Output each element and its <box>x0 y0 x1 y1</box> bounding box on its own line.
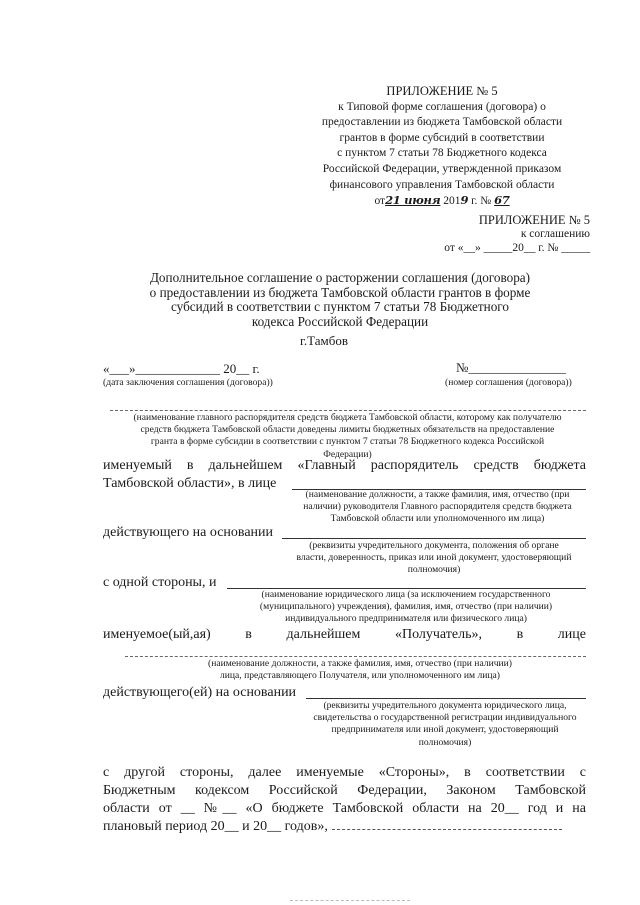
handwritten-number: 67 <box>494 193 510 208</box>
appendix-1-line: грантов в форме субсидий в соответствии <box>339 131 545 144</box>
caption-line: (наименование должности, а также фамилия, имя, отчество (при <box>305 489 570 500</box>
city: г.Тамбов <box>300 333 348 348</box>
paragraph-line: области от __ №__ «О бюджете Тамбовской области на 20__ год и на <box>103 801 586 816</box>
year-suffix: г. № <box>471 195 492 208</box>
agreement-date-caption: (дата заключения соглашения (договора)) <box>103 377 273 388</box>
word: дальнейшем <box>286 627 361 642</box>
appendix-1-line: к Типовой форме соглашения (договора) о <box>338 100 546 113</box>
appendix-1-line: финансового управления Тамбовской области <box>329 178 555 191</box>
appendix-2-block <box>420 213 590 255</box>
document-title <box>110 271 570 329</box>
agreement-paragraph <box>103 764 586 836</box>
date-prefix: от <box>374 195 386 208</box>
appendix-1-line: с пунктом 7 статьи 78 Бюджетного кодекса <box>337 147 547 160</box>
caption-line: лица, представляющего Получателя, или уполномоченного им лица) <box>219 670 501 682</box>
caption-line: полномочия) <box>407 564 461 576</box>
appendix-1-date-line <box>292 193 592 210</box>
appendix-1-line: предоставлении из бюджета Тамбовской области <box>321 116 563 129</box>
word: «Получатель», <box>394 627 482 642</box>
paragraph-line: плановый период 20__ и 20__ годов», <box>103 819 328 834</box>
word: именуемое(ый,ая) <box>103 627 211 642</box>
named-line-1: именуемый в дальнейшем «Главный распорядитель средств бюджета <box>103 458 586 473</box>
caption-line: (муниципального) учреждения), фамилия, имя, отчество (при наличии) <box>259 601 553 613</box>
caption-line: (реквизиты учредительного документа юридического лица, <box>323 700 567 711</box>
one-side-label: с одной стороны, и <box>103 575 217 590</box>
word: в <box>245 627 252 642</box>
appendix-2-line: к соглашению <box>520 228 590 240</box>
year-prefix: 201 <box>443 195 461 208</box>
basis-caption <box>278 540 590 577</box>
agreement-number-caption: (номер соглашения (договора)) <box>445 377 572 388</box>
word: в <box>516 627 524 642</box>
scan-mark <box>290 900 410 901</box>
official-caption <box>285 489 590 526</box>
caption-line: свидетельства о государственной регистрации индивидуального <box>313 712 577 724</box>
main-distributor-caption <box>105 412 590 461</box>
acting-basis-2-label: действующего(ей) на основании <box>103 685 297 700</box>
appendix-1-line: Российской Федерации, утвержденной приказом <box>322 162 562 175</box>
handwritten-date: 21 июня <box>385 193 441 208</box>
recipient-official-line <box>125 656 586 657</box>
caption-line: власти, доверенность, приказ или иной документ, удостоверяющий <box>296 552 572 564</box>
appendix-2-line: от «__» _____20__ г. № _____ <box>444 242 590 254</box>
acting-basis-label: действующего на основании <box>103 525 274 540</box>
named-line-2: Тамбовской области», в лице <box>103 476 277 491</box>
title-line: Дополнительное соглашение о расторжении соглашения (договора) <box>149 270 531 285</box>
caption-line: Тамбовской области или уполномоченного им лица) <box>330 513 545 525</box>
word: лице <box>557 627 586 642</box>
legal-entity-caption <box>230 589 582 626</box>
caption-line: (наименование главного распорядителя средств бюджета Тамбовской области, которому как получателю <box>133 412 562 423</box>
paragraph-line: Бюджетным кодексом Российской Федерации, Законом Тамбовской <box>103 783 586 798</box>
basis-2-caption <box>300 700 590 749</box>
agreement-date-field: «___»_____________ 20__ г. <box>103 361 260 376</box>
caption-line: (наименование юридического лица (за исключением государственного <box>261 589 551 600</box>
title-line: субсидий в соответствии с пунктом 7 статьи 78 Бюджетного <box>171 299 509 314</box>
handwritten-year: 9 <box>460 193 469 208</box>
agreement-number-field: №_______________ <box>456 360 566 375</box>
caption-line: гранта в форме субсидии в соответствии с пунктом 7 статьи 78 Бюджетного кодекса Российской <box>150 436 545 448</box>
caption-line: полномочия) <box>418 736 472 748</box>
caption-line: индивидуального предпринимателя или физического лица) <box>285 613 527 625</box>
paragraph-line: с другой стороны, далее именуемые «Стороны», в соответствии с <box>103 765 586 780</box>
main-distributor-line <box>110 410 586 411</box>
caption-line: (наименование должности, а также фамилия, имя, отчество (при наличии) <box>208 658 512 669</box>
caption-line: наличии) руководителя Главного распорядителя средств бюджета <box>303 501 572 513</box>
basis-line <box>282 538 586 539</box>
caption-line: Федерации) <box>323 448 372 460</box>
paragraph-blank-line <box>332 829 562 830</box>
caption-line: (реквизиты учредительного документа, положения об органе <box>309 540 559 551</box>
basis-2-line <box>306 698 586 699</box>
paragraph-last-line <box>103 818 586 836</box>
recipient-official-caption <box>160 658 560 682</box>
caption-line: предпринимателя или иной документ, удостоверяющий <box>331 724 559 736</box>
title-line: кодекса Российской Федерации <box>251 313 429 329</box>
caption-line: средств бюджета Тамбовской области доведены лимиты бюджетных обязательств на предоставление <box>140 424 555 436</box>
title-line: о предоставлении из бюджета Тамбовской области грантов в форме <box>149 284 531 300</box>
appendix-1-heading: ПРИЛОЖЕНИЕ № 5 <box>386 84 498 98</box>
recipient-named-line <box>103 627 586 643</box>
appendix-1-block <box>292 84 592 210</box>
appendix-2-heading: ПРИЛОЖЕНИЕ № 5 <box>478 213 590 227</box>
